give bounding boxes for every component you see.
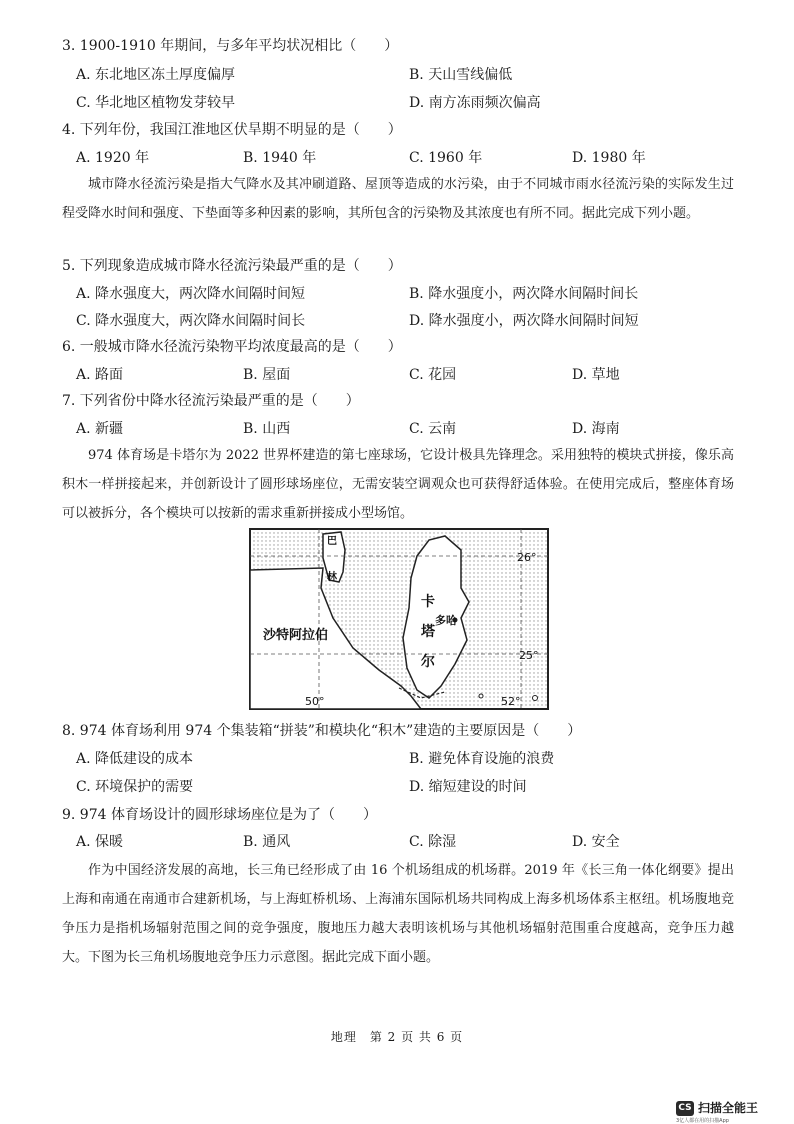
question-8-option-c: C. 环境保护的需要 [76, 779, 194, 795]
question-6-option-c: C. 花园 [409, 367, 457, 383]
label-bahrain-1: 巴 [327, 536, 337, 547]
passage-stadium-974 [62, 441, 734, 528]
question-7-option-a: A. 新疆 [76, 421, 124, 437]
camscanner-logo-icon: CS [676, 1101, 694, 1116]
island-2 [533, 696, 538, 701]
label-qatar-3: 尔 [421, 654, 435, 670]
label-lon-52: 52° [501, 695, 521, 708]
question-9-option-d: D. 安全 [572, 834, 620, 850]
question-3-stem: 3. 1900-1910 年期间，与多年平均状况相比（ ） [62, 38, 399, 54]
passage-yangtze-airports-text: 作为中国经济发展的高地，长三角已经形成了由 16 个机场组成的机场群。2019 年《长三角一体化纲要》提出上海和南通在南通市合建新机场，与上海虹桥机场、上海浦东国际机场共同构成上海多机场体系主枢纽。机场腹地竞争压力是指机场辐射范围之间的竞争强度，腹地压力越大表明该机场与其他机场辐射范围重合度越高，竞争压力越大。下图为长三角机场腹地竞争压力示意图。据此完成下面小题。 [62, 863, 734, 965]
question-5-stem: 5. 下列现象造成城市降水径流污染最严重的是（ ） [62, 258, 402, 274]
question-7-option-b: B. 山西 [243, 421, 291, 437]
question-4-option-b: B. 1940 年 [243, 150, 317, 166]
question-3-option-d: D. 南方冻雨频次偏高 [409, 95, 541, 111]
question-9-option-a: A. 保暖 [76, 834, 124, 850]
label-qatar-1: 卡 [421, 594, 435, 610]
question-5-option-a: A. 降水强度大，两次降水间隔时间短 [76, 286, 306, 302]
question-3-option-a: A. 东北地区冻土厚度偏厚 [76, 67, 236, 83]
question-6-option-b: B. 屋面 [243, 367, 291, 383]
question-8-option-a: A. 降低建设的成本 [76, 751, 194, 767]
qatar-map-svg [249, 528, 549, 710]
question-4-option-d: D. 1980 年 [572, 150, 646, 166]
question-4-option-c: C. 1960 年 [409, 150, 483, 166]
question-8-stem: 8. 974 体育场利用 974 个集装箱“拼装”和模块化“积木”建造的主要原因是（ ） [62, 723, 582, 739]
question-9-option-c: C. 除湿 [409, 834, 457, 850]
question-5-option-d: D. 降水强度小，两次降水间隔时间短 [409, 313, 639, 329]
question-3-option-c: C. 华北地区植物发芽较早 [76, 95, 236, 111]
question-8-option-d: D. 缩短建设的时间 [409, 779, 527, 795]
label-lat-25: 25° [519, 649, 539, 662]
question-6-stem: 6. 一般城市降水径流污染物平均浓度最高的是（ ） [62, 339, 402, 355]
label-qatar-2: 塔 [421, 624, 435, 640]
label-lon-50: 50° [305, 695, 325, 708]
label-bahrain-2: 林 [327, 572, 337, 583]
question-6-option-a: A. 路面 [76, 367, 124, 383]
passage-stadium-974-text: 974 体育场是卡塔尔为 2022 世界杯建造的第七座球场，它设计极具先锋理念。采用独特的模块式拼接，像乐高积木一样拼接起来，并创新设计了圆形球场座位，无需安装空调观众也可获得舒适体验。在使用完成后，整座体育场可以被拆分，各个模块可以按新的需求重新拼接成小型场馆。 [62, 448, 734, 521]
label-doha: 多哈 [435, 614, 457, 627]
question-3-option-b: B. 天山雪线偏低 [409, 67, 513, 83]
question-6-option-d: D. 草地 [572, 367, 620, 383]
passage-urban-runoff [62, 170, 734, 228]
island-1 [479, 694, 483, 698]
label-saudi-arabia: 沙特阿拉伯 [263, 628, 329, 643]
question-8-option-b: B. 避免体育设施的浪费 [409, 751, 555, 767]
qatar-map [249, 528, 549, 710]
question-4-stem: 4. 下列年份，我国江淮地区伏旱期不明显的是（ ） [62, 122, 402, 138]
camscanner-subtitle: 3亿人都在用的扫描App [676, 1118, 729, 1124]
passage-urban-runoff-text: 城市降水径流污染是指大气降水及其冲刷道路、屋顶等造成的水污染，由于不同城市雨水径流污染的实际发生过程受降水时间和强度、下垫面等多种因素的影响，其所包含的污染物及其浓度也有所不同。据此完成下列小题。 [62, 177, 734, 221]
passage-yangtze-airports [62, 856, 734, 972]
question-4-option-a: A. 1920 年 [76, 150, 150, 166]
question-7-option-c: C. 云南 [409, 421, 457, 437]
question-7-option-d: D. 海南 [572, 421, 620, 437]
question-9-option-b: B. 通风 [243, 834, 291, 850]
label-lat-26: 26° [517, 551, 537, 564]
question-5-option-b: B. 降水强度小，两次降水间隔时间长 [409, 286, 639, 302]
page-footer: 地理 第 2 页 共 6 页 [330, 1030, 464, 1044]
question-9-stem: 9. 974 体育场设计的圆形球场座位是为了（ ） [62, 807, 377, 823]
question-5-option-c: C. 降水强度大，两次降水间隔时间长 [76, 313, 306, 329]
question-7-stem: 7. 下列省份中降水径流污染最严重的是（ ） [62, 393, 360, 409]
camscanner-title: 扫描全能王 [698, 1101, 759, 1115]
